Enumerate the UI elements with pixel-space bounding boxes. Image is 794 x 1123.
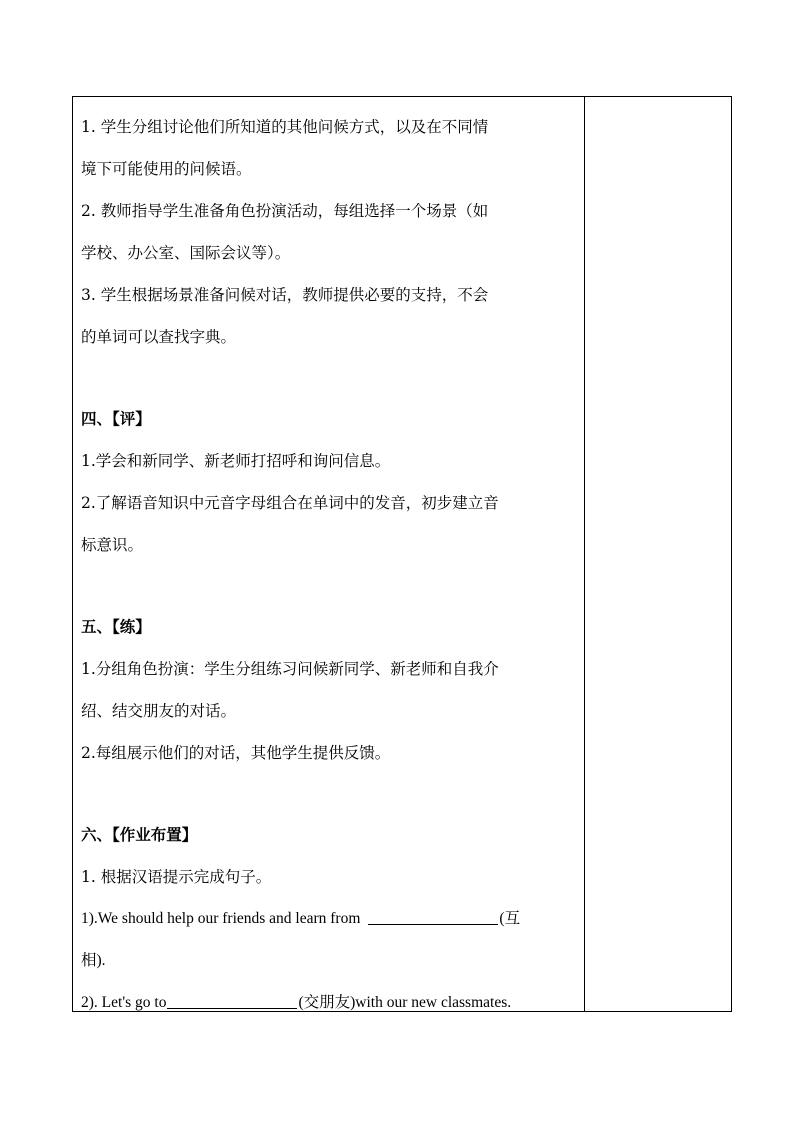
- paragraph-line: 标意识。: [81, 536, 144, 554]
- notes-cell: [585, 97, 731, 1011]
- paragraph-line: 2. 教师指导学生准备角色扮演活动，每组选择一个场景（如: [81, 202, 489, 220]
- paragraph-line: 绍、结交朋友的对话。: [81, 702, 237, 720]
- question-hint: (交朋友)with our new classmates.: [298, 994, 512, 1011]
- lesson-table: [72, 96, 732, 1012]
- paragraph-line: 1.分组角色扮演：学生分组练习问候新同学、新老师和自我介: [81, 660, 499, 678]
- question-hint: (互: [499, 910, 521, 927]
- section-heading: 四、【评】: [81, 409, 151, 428]
- paragraph-line: 2.了解语音知识中元音字母组合在单词中的发音，初步建立音: [81, 494, 499, 512]
- question-text: 1).We should help our friends and learn from: [81, 910, 361, 927]
- exercise-question-1: [81, 898, 576, 940]
- paragraph-line: 3. 学生根据场景准备问候对话，教师提供必要的支持，不会: [81, 286, 489, 304]
- section-heading: 六、【作业布置】: [81, 825, 198, 844]
- spacer: [81, 358, 576, 398]
- paragraph-line: 境下可能使用的问候语。: [81, 160, 252, 178]
- paragraph-line: 1. 学生分组讨论他们所知道的其他问候方式，以及在不同情: [81, 118, 489, 136]
- exercise-question-2: [81, 982, 576, 1024]
- paragraph-line: 学校、办公室、国际会议等）。: [81, 244, 291, 262]
- spacer: [81, 566, 576, 606]
- content-cell: [73, 97, 584, 1011]
- question-text: 2). Let's go to: [81, 994, 167, 1011]
- answer-blank: [167, 992, 297, 1009]
- paragraph-line: 的单词可以查找字典。: [81, 328, 237, 346]
- spacer: [81, 774, 576, 814]
- paragraph-line: 2.每组展示他们的对话，其他学生提供反馈。: [81, 744, 391, 762]
- section-heading: 五、【练】: [81, 617, 151, 636]
- paragraph-line: 1. 根据汉语提示完成句子。: [81, 868, 272, 886]
- paragraph-line: 相).: [81, 952, 106, 969]
- paragraph-line: 1.学会和新同学、新老师打招呼和询问信息。: [81, 452, 391, 470]
- answer-blank: [368, 908, 498, 925]
